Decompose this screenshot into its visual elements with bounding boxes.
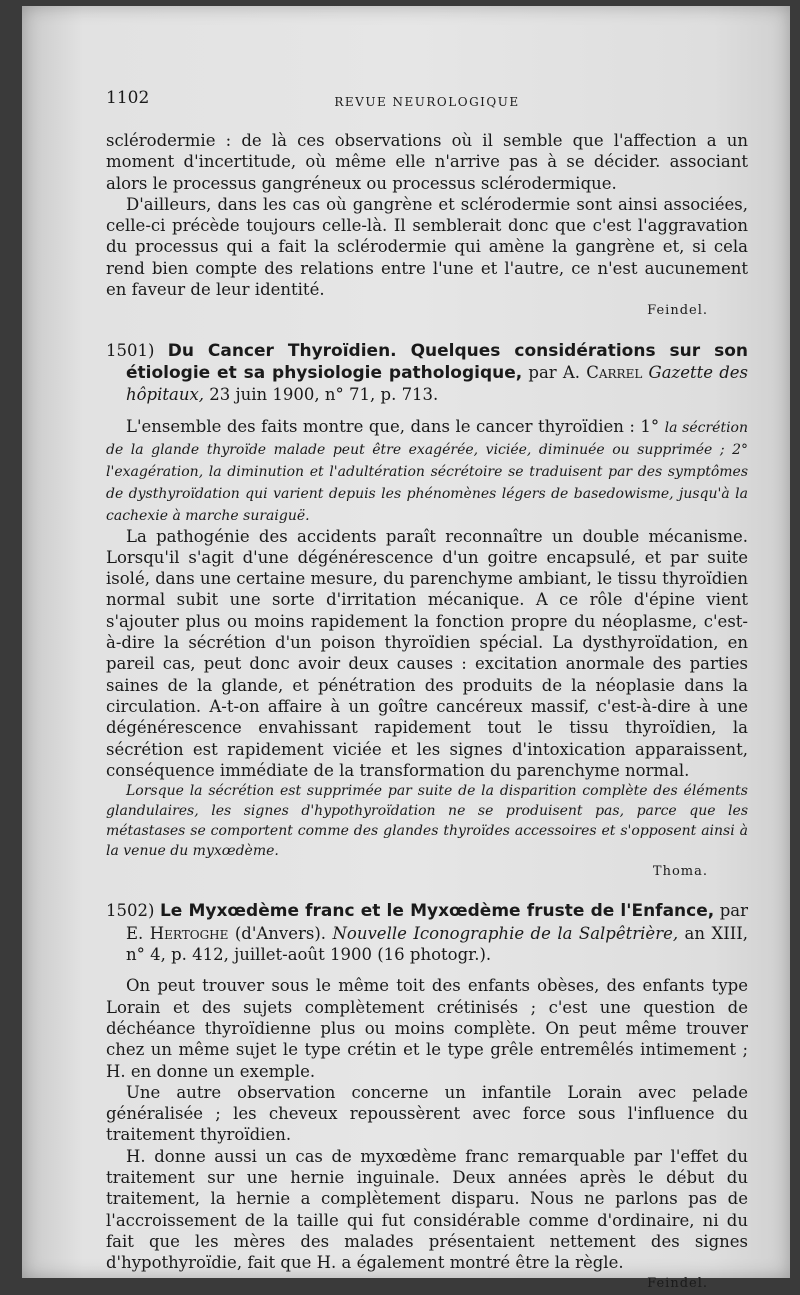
entry-by: par A.	[522, 362, 587, 382]
entry-date: 23 juin 1900, n° 71, p. 713.	[204, 385, 439, 405]
intro-paragraph-2: D'ailleurs, dans les cas où gangrène et sclérodermie sont ainsi associées, celle-ci précède toujours celle-là. Il semblerait donc que c'est l'aggravation du processus qui a fait la sclérodermie qui amène la gangrène et, si cela rend bien compte des relations entre l'une et l'autre, ce n'est aucunement en faveur de leur identité.	[106, 194, 748, 300]
entry-1501-paragraph-2: La pathogénie des accidents paraît reconnaître un double mécanisme. Lorsqu'il s'agit d'une dégénérescence d'un goitre encapsulé, et par suite isolé, dans une certaine mesure, du parenchyme ambiant, le tissu thyroïdien normal subit une sorte d'irritation mécanique. A ce rôle d'épine vient s'ajouter plus ou moins rapidement la fonction propre du néoplasme, c'est-à-dire la sécrétion d'un poison thyroïdien spécial. La dysthyroïdation, en pareil cas, peut donc avoir deux causes : excitation anormale des parties saines de la glande, et pénétration des produits de la néoplasie dans la circulation. A-t-on affaire à un goître cancéreux massif, c'est-à-dire à une dégénérescence envahissant rapidement tout le tissu thyroïdien, la sécrétion est rapidement viciée et les signes d'intoxication apparaissent, conséquence immédiate de la transformation du parenchyme normal.	[106, 526, 748, 780]
signature-thoma: Thoma.	[652, 864, 708, 880]
entry-place: (d'Anvers).	[228, 923, 333, 943]
entry-journal: Gazette des hôpitaux,	[126, 362, 748, 405]
entry-1502-paragraph-2: Une autre observation concerne un infantile Lorain avec pelade généralisée ; les cheveux repoussèrent avec force sous l'influence du traitement thyroïdien.	[106, 1082, 748, 1145]
entry-number: 1501)	[106, 340, 155, 360]
entry-author: Hertoghe	[149, 923, 229, 943]
entry-1501-heading	[106, 340, 748, 406]
entry-date: an XIII, n° 4, p. 412, juillet-août 1900 (16 photogr.).	[126, 923, 748, 965]
page-number: 1102	[106, 88, 150, 108]
entry-1501-paragraph-3: Lorsque la sécrétion est supprimée par suite de la disparition complète des éléments glandulaires, les signes d'hypothyroïdation ne se produisent pas, parce que les métastases se comportent comme des glandes thyroïdes accessoires et s'opposent ainsi à la venue du myxœdème.	[106, 783, 748, 860]
entry-by: par E.	[126, 901, 748, 943]
italic-span: la sécrétion de la glande thyroïde malade peut être exagérée, viciée, diminuée ou supprimée ; 2° l'exagération, la diminution et l'adultération sécrétoire se traduisent par des symptômes de dysthyroïdation qui varient depuis les phénomènes légers de basedowisme, jusqu'à la cachexie à marche suraiguë.	[106, 419, 748, 524]
signature-feindel-1: Feindel.	[647, 303, 708, 319]
page-content	[106, 88, 748, 1295]
journal-title: REVUE NEUROLOGIQUE	[334, 95, 520, 109]
entry-1501-paragraph-1	[106, 416, 748, 526]
entry-1502-paragraph-1: On peut trouver sous le même toit des enfants obèses, des enfants type Lorain et des sujets complètement crétinisés ; c'est une question de déchéance thyroïdienne plus ou moins complète. On peut même trouver chez un même sujet le type crétin et le type grêle entremêlés intimement ; H. en donne un exemple.	[106, 976, 748, 1081]
entry-1502-paragraph-3: H. donne aussi un cas de myxœdème franc remarquable par l'effet du traitement sur une hernie inguinale. Deux années après le début du traitement, la hernie a complètement disparu. Nous ne parlons pas de l'accroissement de la taille qui fut considérable comme d'ordinaire, ni du fait que les mères des malades présentaient nettement des signes d'hypothyroïdie, fait que H. a également montré être la règle.	[106, 1146, 748, 1273]
entry-author: Carrel	[586, 362, 643, 382]
running-header	[106, 88, 748, 112]
signature-feindel-2: Feindel.	[647, 1276, 708, 1292]
entry-title: Du Cancer Thyroïdien. Quelques considérations sur son étiologie et sa physiologie pathologique,	[126, 340, 748, 383]
text-span: L'ensemble des faits montre que, dans le cancer thyroïdien : 1°	[126, 416, 665, 436]
entry-journal: Nouvelle Iconographie de la Salpêtrière,	[332, 923, 679, 943]
scanned-page	[22, 6, 790, 1292]
entry-1502-heading	[106, 900, 748, 965]
entry-number: 1502)	[106, 901, 155, 921]
entry-title: Le Myxœdème franc et le Myxœdème fruste de l'Enfance,	[159, 901, 715, 922]
entry-1501	[106, 340, 748, 883]
intro-paragraph-1: sclérodermie : de là ces observations où il semble que l'affection a un moment d'incertitude, où même elle n'arrive pas à se décider. associant alors le processus gangréneux ou processus sclérodermique.	[106, 131, 748, 193]
entry-1502	[106, 900, 748, 1294]
